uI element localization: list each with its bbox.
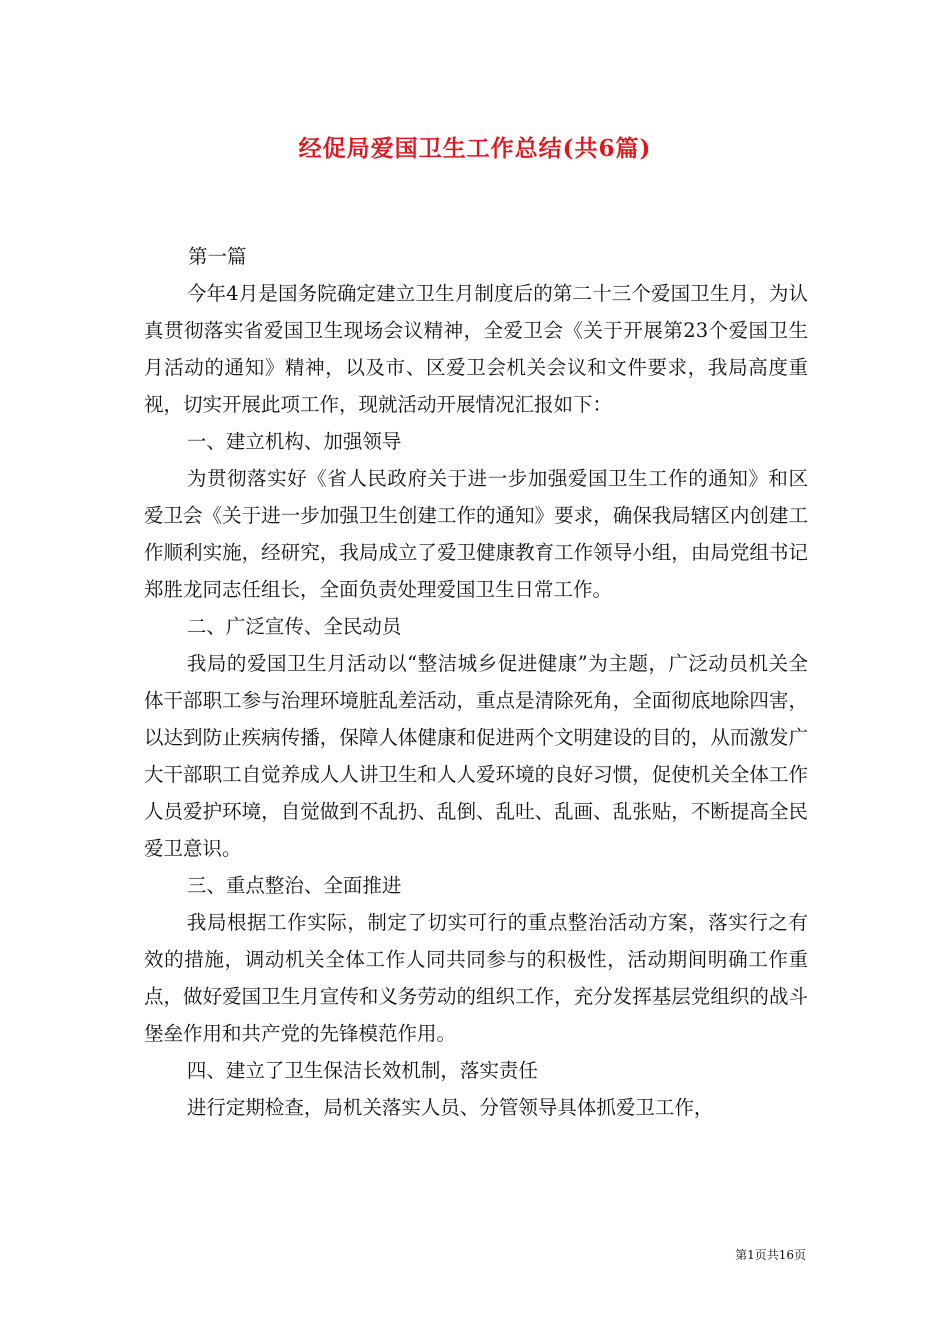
paragraph-3: 我局根据工作实际，制定了切实可行的重点整治活动方案，落实行之有效的措施，调动机关全体工作人同共同参与的积极性，活动期间明确工作重点，做好爱国卫生月宣传和义务劳动的组织工作，充分发挥基层党组织的战斗堡垒作用和共产党的先锋模范作用。: [144, 911, 808, 1045]
paragraph-intro: 今年4月是国务院确定建立卫生月制度后的第二十三个爱国卫生月，为认真贯彻落实省爱国卫生现场会议精神，全爱卫会《关于开展第23个爱国卫生月活动的通知》精神，以及市、区爱卫会机关会议和文件要求，我局高度重视，切实开展此项工作，现就活动开展情况汇报如下：: [144, 282, 808, 416]
paragraph-1: 为贯彻落实好《省人民政府关于进一步加强爱国卫生工作的通知》和区爱卫会《关于进一步加强卫生创建工作的通知》要求，确保我局辖区内创建工作顺利实施，经研究，我局成立了爱卫健康教育工作领导小组，由局党组书记郑胜龙同志任组长，全面负责处理爱国卫生日常工作。: [144, 467, 808, 601]
section-label: 第一篇: [188, 245, 247, 268]
heading-1: 一、建立机构、加强领导: [186, 430, 402, 453]
paragraph-2: 我局的爱国卫生月活动以“整洁城乡促进健康”为主题，广泛动员机关全体干部职工参与治理环境脏乱差活动，重点是清除死角，全面彻底地除四害，以达到防止疾病传播，保障人体健康和促进两个文明建设的目的，从而激发广大干部职工自觉养成人人讲卫生和人人爱环境的良好习惯，促使机关全体工作人员爱护环境，自觉做到不乱扔、乱倒、乱吐、乱画、乱张贴，不断提高全民爱卫意识。: [144, 652, 808, 860]
page-indicator: 第1页共16页: [735, 1248, 806, 1262]
heading-2: 二、广泛宣传、全民动员: [186, 615, 402, 638]
paragraph-4: 进行定期检查，局机关落实人员、分管领导具体抓爱卫工作，: [186, 1096, 714, 1119]
document-body: [144, 238, 808, 1126]
heading-3: 三、重点整治、全面推进: [186, 874, 402, 897]
heading-4: 四、建立了卫生保洁长效机制，落实责任: [186, 1059, 538, 1082]
document-title: 经促局爱国卫生工作总结(共6篇): [298, 135, 652, 162]
